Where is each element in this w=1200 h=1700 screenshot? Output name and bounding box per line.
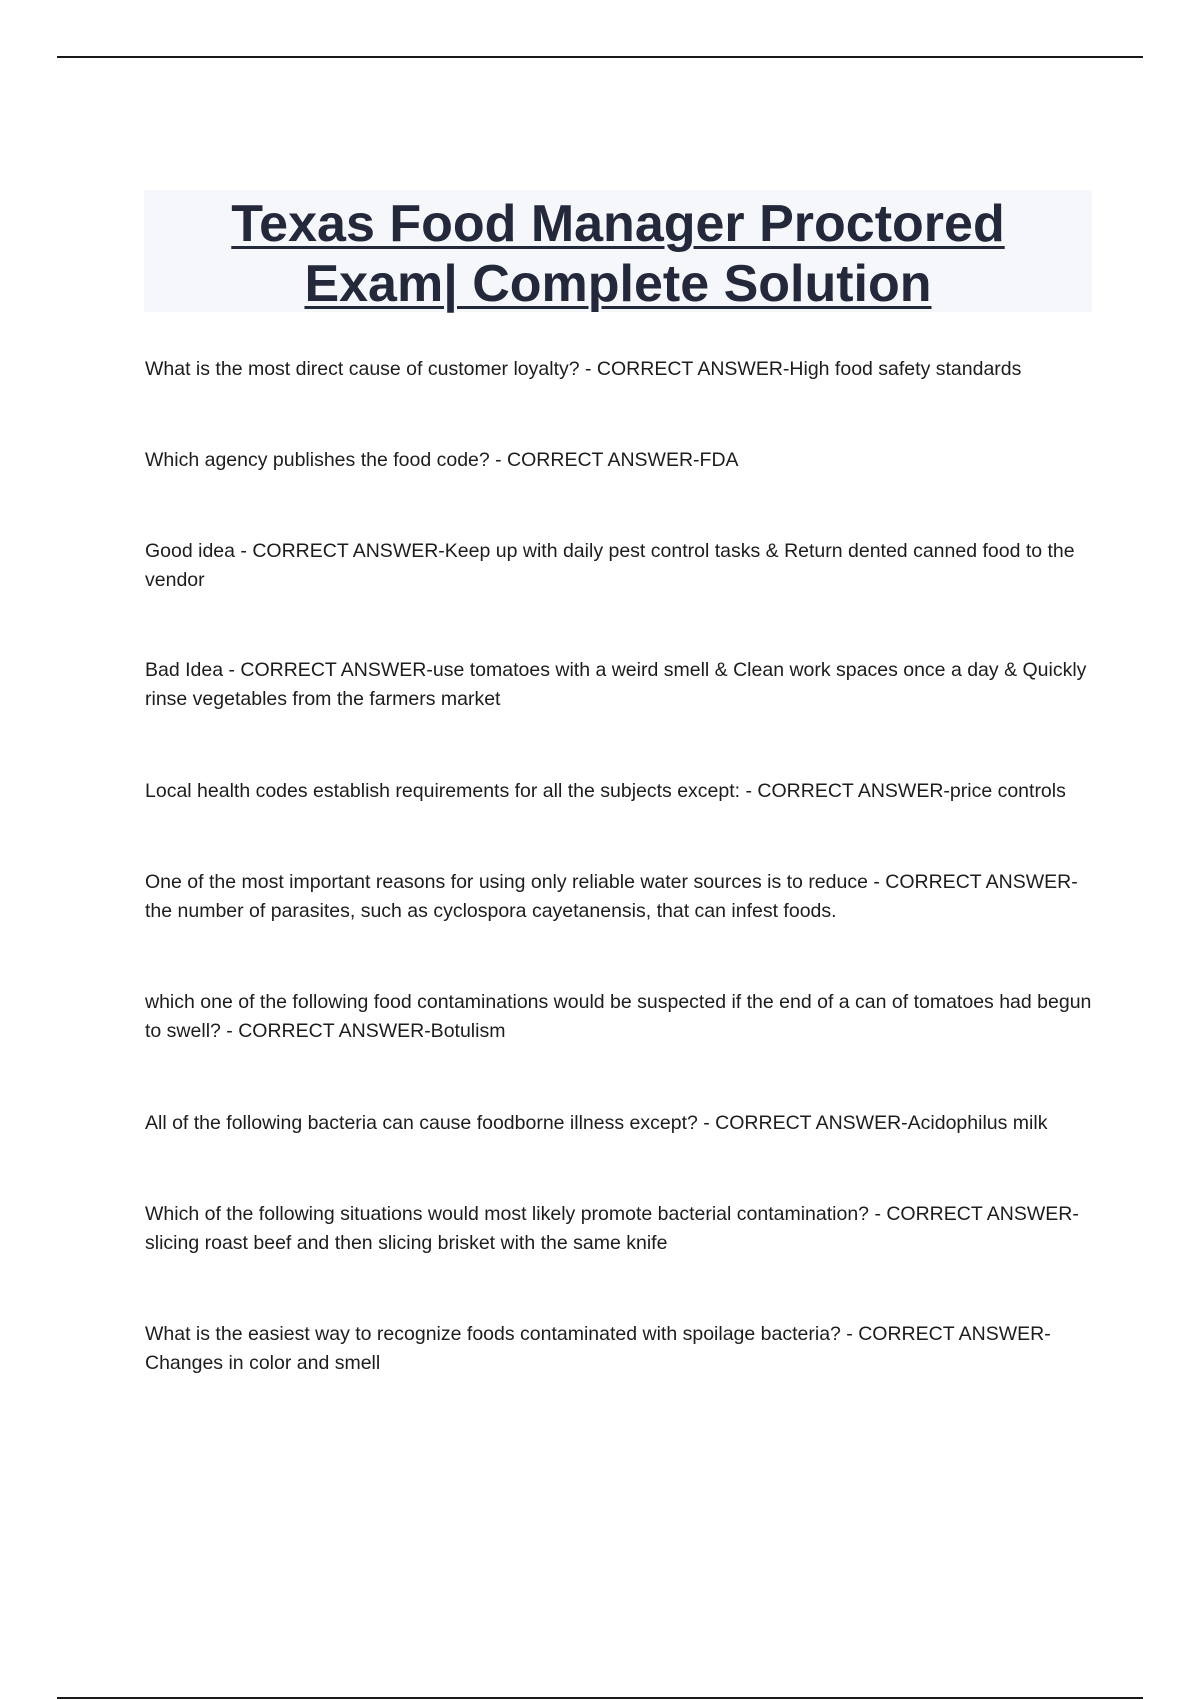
title-line-1: Texas Food Manager Proctored	[231, 195, 1005, 253]
title-band	[144, 190, 1092, 312]
qa-item: Which of the following situations would most likely promote bacterial contamination? - CORRECT ANSWER-slicing roast beef and then slicing brisket with the same knife	[145, 1203, 1079, 1254]
qa-item: What is the most direct cause of customer loyalty? - CORRECT ANSWER-High food safety standards	[145, 358, 1022, 380]
qa-item: Good idea - CORRECT ANSWER-Keep up with daily pest control tasks & Return dented canned food to the vendor	[145, 540, 1075, 591]
title-line-2: Exam| Complete Solution	[304, 255, 932, 313]
qa-item: All of the following bacteria can cause foodborne illness except? - CORRECT ANSWER-Acidophilus milk	[145, 1112, 1048, 1134]
qa-item: Which agency publishes the food code? - CORRECT ANSWER-FDA	[145, 449, 739, 471]
qa-item: Bad Idea - CORRECT ANSWER-use tomatoes with a weird smell & Clean work spaces once a day & Quickly rinse vegetables from the farmers market	[145, 659, 1087, 710]
qa-item: What is the easiest way to recognize foods contaminated with spoilage bacteria? - CORRECT ANSWER-Changes in color and smell	[145, 1323, 1051, 1374]
top-rule	[57, 56, 1143, 58]
qa-item: Local health codes establish requirements for all the subjects except: - CORRECT ANSWER-price controls	[145, 780, 1066, 802]
qa-item: which one of the following food contaminations would be suspected if the end of a can of tomatoes had begun to swell? - CORRECT ANSWER-Botulism	[145, 991, 1092, 1042]
qa-item: One of the most important reasons for using only reliable water sources is to reduce - CORRECT ANSWER-the number of parasites, such as cyclospora cayetanensis, that can infest foods.	[145, 871, 1078, 922]
bottom-rule	[57, 1697, 1143, 1699]
document-title	[144, 190, 1092, 314]
